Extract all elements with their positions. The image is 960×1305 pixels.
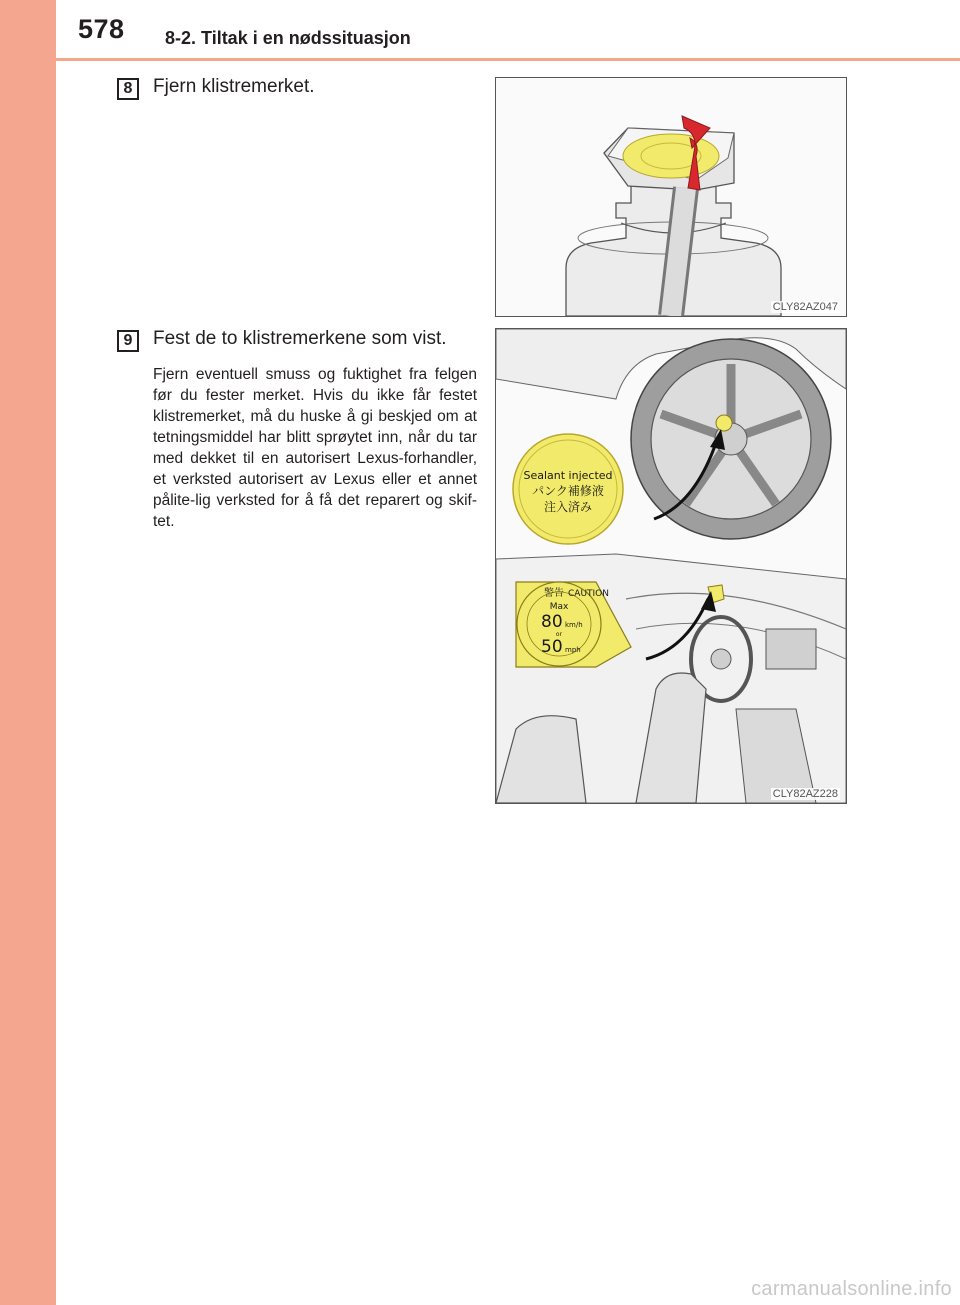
caution-unit-1: km/h xyxy=(565,621,583,629)
caution-speed-2: 50 xyxy=(541,637,563,657)
wheel-sticker-line3: 注入済み xyxy=(543,500,593,514)
step-8-badge: 8 xyxy=(117,78,139,100)
step-8-title: Fjern klistremerket. xyxy=(153,76,315,97)
wheel-sticker-line1: Sealant injected xyxy=(523,469,613,482)
caution-or: or xyxy=(555,631,563,638)
section-title: 8-2. Tiltak i en nødssituasjon xyxy=(165,28,411,48)
bottle-cap-illustration xyxy=(496,78,846,316)
wheel-sticker-line2: パンク補修液 xyxy=(532,484,604,498)
page-number: 578 xyxy=(78,14,125,44)
figure-code: CLY82AZ047 xyxy=(772,301,838,313)
figure-remove-sticker xyxy=(495,77,847,317)
step-9-badge: 9 xyxy=(117,330,139,352)
header-rule xyxy=(56,58,960,61)
watermark: carmanualsonline.info xyxy=(751,1278,952,1300)
caution-unit-2: mph xyxy=(565,646,581,654)
caution-text: CAUTION xyxy=(568,589,609,599)
wheel-and-dashboard-illustration xyxy=(496,329,846,803)
figure-attach-stickers xyxy=(495,328,847,804)
side-tab xyxy=(0,0,56,1305)
step-9-title: Fest de to klistremerkene som vist. xyxy=(153,328,447,349)
caution-warning-jp: 警告 xyxy=(544,588,564,599)
step-9-body: Fjern eventuell smuss og fuktighet fra felgen før du fester merket. Hvis du ikke får festet klistremerket, må du huske å gi beskjed om at tetningsmiddel har blitt sprøytet inn, når du tar med dekket til en autorisert Lexus-forhandler, et verksted autorisert av Lexus eller et annet pålite-lig verksted for å få det reparert og skif-tet. xyxy=(153,366,477,530)
caution-speed-1: 80 xyxy=(541,612,563,632)
figure-code: CLY82AZ228 xyxy=(772,788,838,800)
caution-max: Max xyxy=(549,602,569,612)
